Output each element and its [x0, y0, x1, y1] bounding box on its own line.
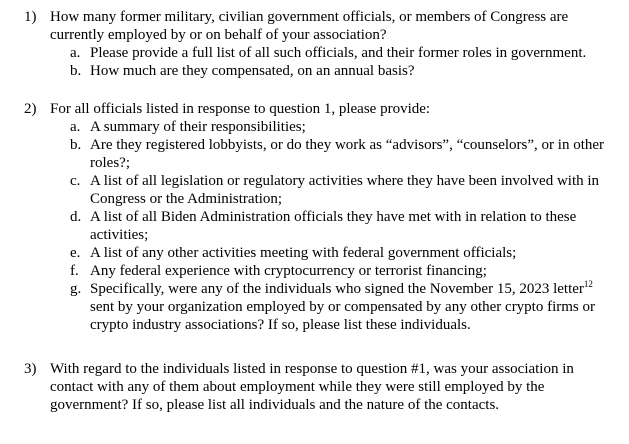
sub-label: g. — [70, 281, 82, 297]
question-3 — [18, 360, 613, 414]
sub-item-d — [50, 208, 613, 244]
sub-text: A list of all legislation or regulatory activities where they have been involved with in Congress or the Administration; — [90, 173, 600, 207]
question-number: 2) — [24, 101, 37, 117]
sub-text: How much are they compensated, on an annual basis? — [90, 63, 415, 79]
sub-item-g — [50, 280, 613, 334]
sub-text: A list of any other activities meeting with federal government officials; — [90, 245, 517, 261]
sub-label: b. — [70, 137, 82, 153]
sub-text-after: sent by your organization employed by or compensated by any other crypto firms or crypto industry associations? If so, please list these individuals. — [90, 299, 596, 333]
question-text: With regard to the individuals listed in response to question #1, was your association in contact with any of them about employment while they were still employed by the government? If so, please list all individuals and the nature of the contacts. — [50, 361, 574, 413]
question-2 — [18, 100, 613, 334]
sub-label: a. — [70, 45, 81, 61]
sub-item-e — [50, 244, 613, 262]
sub-item-b — [50, 62, 613, 80]
question-text: How many former military, civilian government officials, or members of Congress are currently employed by or on behalf of your association? — [50, 9, 569, 43]
sub-text-before: Specifically, were any of the individuals who signed the November 15, 2023 letter — [90, 281, 584, 297]
footnote-marker: 12 — [583, 279, 593, 289]
sub-item-c — [50, 172, 613, 208]
sub-text: Please provide a full list of all such officials, and their former roles in government. — [90, 45, 587, 61]
sub-label: c. — [70, 173, 81, 189]
sub-text: Any federal experience with cryptocurrency or terrorist financing; — [90, 263, 487, 279]
sub-text: Are they registered lobbyists, or do they work as “advisors”, “counselors”, or in other roles?; — [90, 137, 605, 171]
sub-text: A summary of their responsibilities; — [90, 119, 306, 135]
question-1 — [18, 8, 613, 80]
sub-label: f. — [70, 263, 79, 279]
sub-item-a — [50, 118, 613, 136]
sub-text: A list of all Biden Administration officials they have met with in relation to these activities; — [90, 209, 577, 243]
sub-text — [90, 280, 613, 334]
question-number: 1) — [24, 9, 37, 25]
sub-label: e. — [70, 245, 81, 261]
question-number: 3) — [24, 361, 37, 377]
sub-item-b — [50, 136, 613, 172]
sub-label: a. — [70, 119, 81, 135]
sub-item-f — [50, 262, 613, 280]
sub-item-a — [50, 44, 613, 62]
sub-label: b. — [70, 63, 82, 79]
sub-list — [18, 44, 613, 80]
sub-list — [18, 118, 613, 334]
question-text: For all officials listed in response to question 1, please provide: — [50, 101, 431, 117]
sub-label: d. — [70, 209, 82, 225]
